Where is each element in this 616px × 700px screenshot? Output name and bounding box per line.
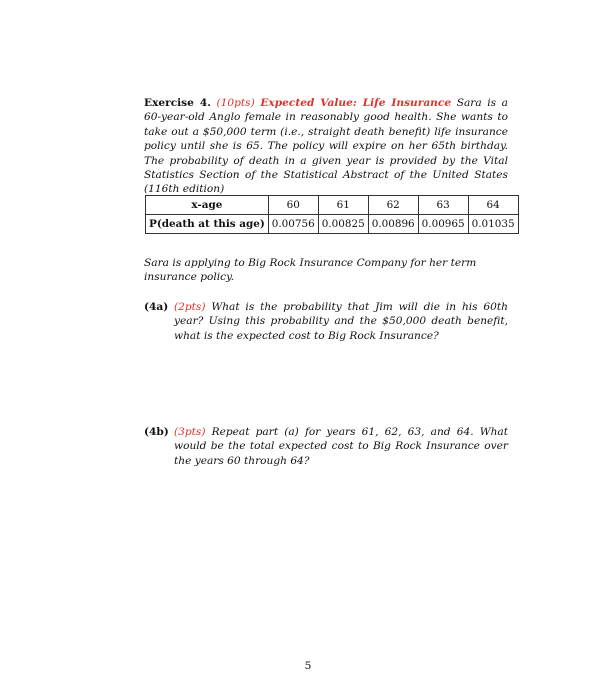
table-cell: 64: [468, 196, 518, 215]
table-cell: 60: [268, 196, 318, 215]
table-cell: 0.01035: [468, 215, 518, 234]
table-cell: 63: [418, 196, 468, 215]
table-cell: 61: [318, 196, 368, 215]
exercise-title: Exercise 4.: [144, 97, 211, 109]
question-label: (4b): [144, 426, 169, 438]
table-row: [146, 215, 519, 234]
exercise-points: (10pts): [216, 97, 255, 109]
table-cell: 0.00965: [418, 215, 468, 234]
table-row: [146, 196, 519, 215]
table-cell: 0.00896: [368, 215, 418, 234]
question-4a: [144, 300, 508, 343]
question-text: Repeat part (a) for years 61, 62, 63, and 64. What would be the total expected cost to Big Rock Insurance over the years 60 through 64?: [174, 426, 508, 467]
row-header-age: x-age: [146, 196, 269, 215]
question-points: (2pts): [174, 301, 206, 313]
question-points: (3pts): [174, 426, 206, 438]
exercise-intro-text: Sara is a 60-year-old Anglo female in reasonably good health. She wants to take out a $50,000 term (i.e., straight death benefit) life insurance policy until she is 65. The policy will expire on her 65th birthday. The probability of death in a given year is provided by the Vital Statistics Section of the Statistical Abstract of the United States (116th edition): [144, 97, 508, 196]
table-cell: 62: [368, 196, 418, 215]
question-body: [174, 425, 508, 468]
mortality-table: [145, 195, 519, 234]
exercise-intro: [144, 96, 508, 197]
exercise-topic: Expected Value: Life Insurance: [260, 97, 452, 109]
question-4b: [144, 425, 508, 468]
question-label: (4a): [144, 301, 169, 313]
table-cell: 0.00756: [268, 215, 318, 234]
table-cell: 0.00825: [318, 215, 368, 234]
question-text: What is the probability that Jim will die in his 60th year? Using this probability and the $50,000 death benefit, what is the expected cost to Big Rock Insurance?: [174, 301, 508, 342]
context-paragraph: Sara is applying to Big Rock Insurance Company for her term insurance policy.: [144, 257, 477, 284]
row-header-probability: P(death at this age): [146, 215, 269, 234]
question-body: [174, 300, 508, 343]
page-number: 5: [304, 660, 312, 672]
